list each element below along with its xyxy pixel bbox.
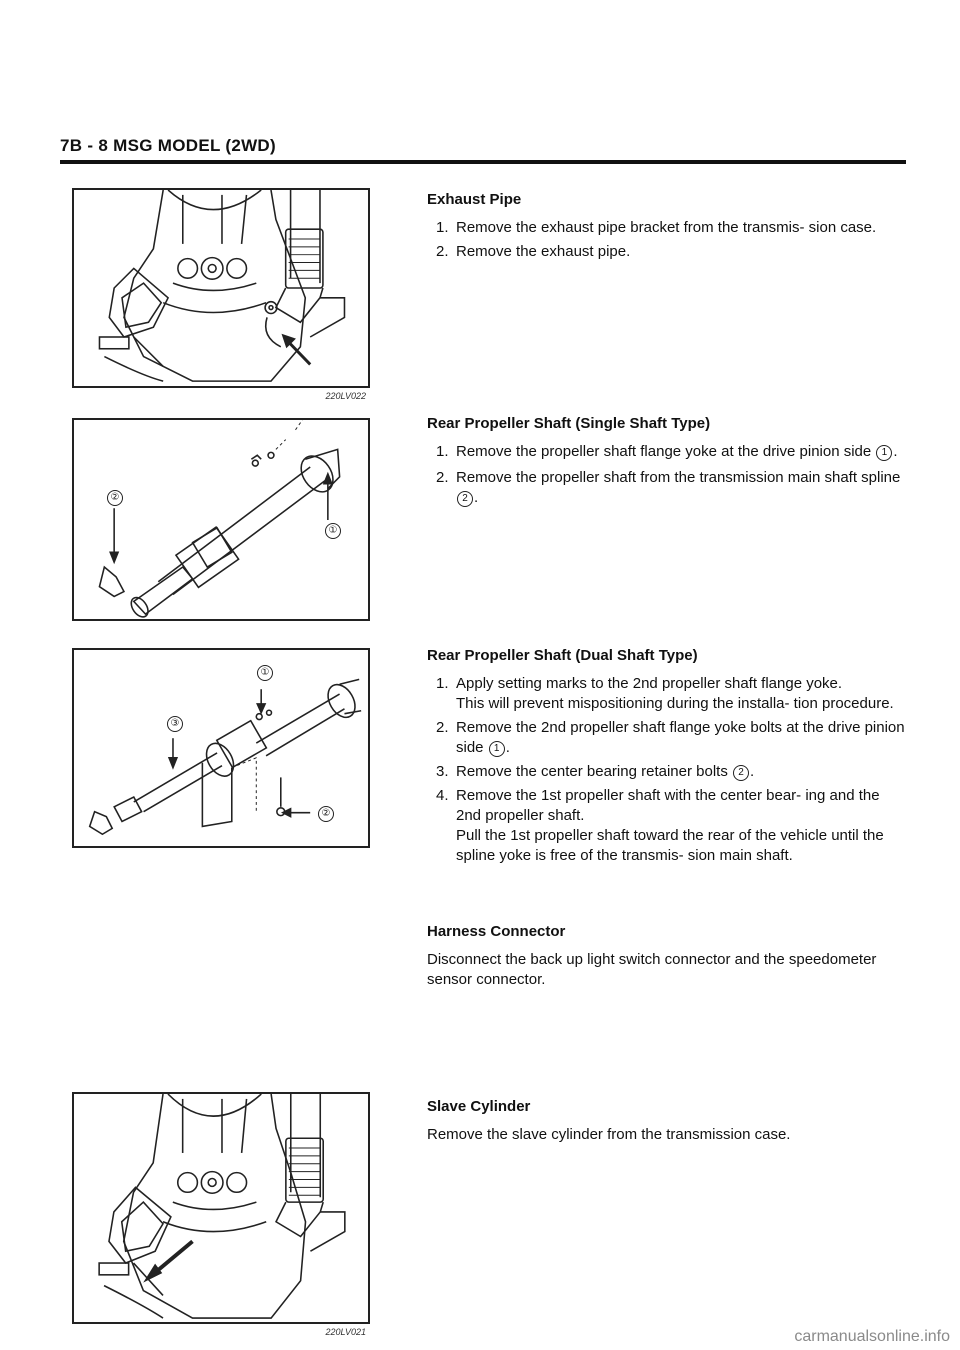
ref-callout-1: 1 [876, 445, 892, 461]
callout-3: ③ [167, 716, 183, 732]
ref-callout-1: 1 [489, 741, 505, 757]
step-2: 2. Remove the 2nd propeller shaft flange yoke bolts at the drive pinion side 1 . [436, 719, 905, 756]
section-exhaust-pipe [427, 190, 907, 266]
section-slave-cylinder [427, 1097, 907, 1145]
section-text: Disconnect the back up light switch connector and the speedometer sensor connector. [427, 951, 877, 988]
section-dual-shaft [427, 646, 907, 870]
callout-2: ② [318, 806, 334, 822]
ref-callout-2: 2 [733, 765, 749, 781]
step-2: 2. Remove the propeller shaft from the transmission main shaft spline 2 . [436, 469, 901, 506]
section-title: Rear Propeller Shaft (Dual Shaft Type) [427, 647, 698, 664]
section-single-shaft [427, 414, 907, 512]
figure-dual-shaft [72, 648, 370, 848]
section-title: Rear Propeller Shaft (Single Shaft Type) [427, 415, 711, 432]
ref-callout-2: 2 [457, 491, 473, 507]
section-title: Slave Cylinder [427, 1098, 531, 1115]
callout-1: ① [257, 665, 273, 681]
step-1: 1. Remove the exhaust pipe bracket from the transmis- sion case. [436, 219, 877, 236]
step-4: 4. Remove the 1st propeller shaft with the center bear- ing and the 2nd propeller shaft. Pull the 1st propeller shaft toward the rear of the vehicle until the spline yoke is free of the transmis- sion main shaft. [436, 787, 884, 864]
exhaust-illustration [74, 190, 368, 386]
figure-code: 220LV022 [325, 391, 366, 401]
callout-1: ① [325, 523, 341, 539]
step-3: 3. Remove the center bearing retainer bolts 2 . [436, 763, 755, 780]
figure-slave-cylinder [72, 1092, 370, 1337]
section-title: Harness Connector [427, 923, 566, 940]
watermark: carmanualsonline.info [794, 1328, 950, 1345]
section-harness-connector [427, 922, 907, 990]
section-title: Exhaust Pipe [427, 191, 522, 208]
figure-exhaust-pipe [72, 188, 370, 401]
callout-2: ② [107, 490, 123, 506]
page-header: 7B - 8 MSG MODEL (2WD) [60, 136, 276, 155]
section-text: Remove the slave cylinder from the transmission case. [427, 1126, 791, 1143]
step-1: 1. Apply setting marks to the 2nd propeller shaft flange yoke. This will prevent mispositioning during the installa- tion procedure. [436, 675, 894, 712]
step-1: 1. Remove the propeller shaft flange yoke at the drive pinion side 1 . [436, 443, 898, 460]
slave-cylinder-illustration [74, 1094, 368, 1322]
figure-code: 220LV021 [325, 1327, 366, 1337]
single-shaft-illustration [74, 420, 368, 619]
figure-single-shaft [72, 418, 370, 621]
step-2: 2. Remove the exhaust pipe. [436, 243, 631, 260]
header-rule [60, 160, 906, 164]
